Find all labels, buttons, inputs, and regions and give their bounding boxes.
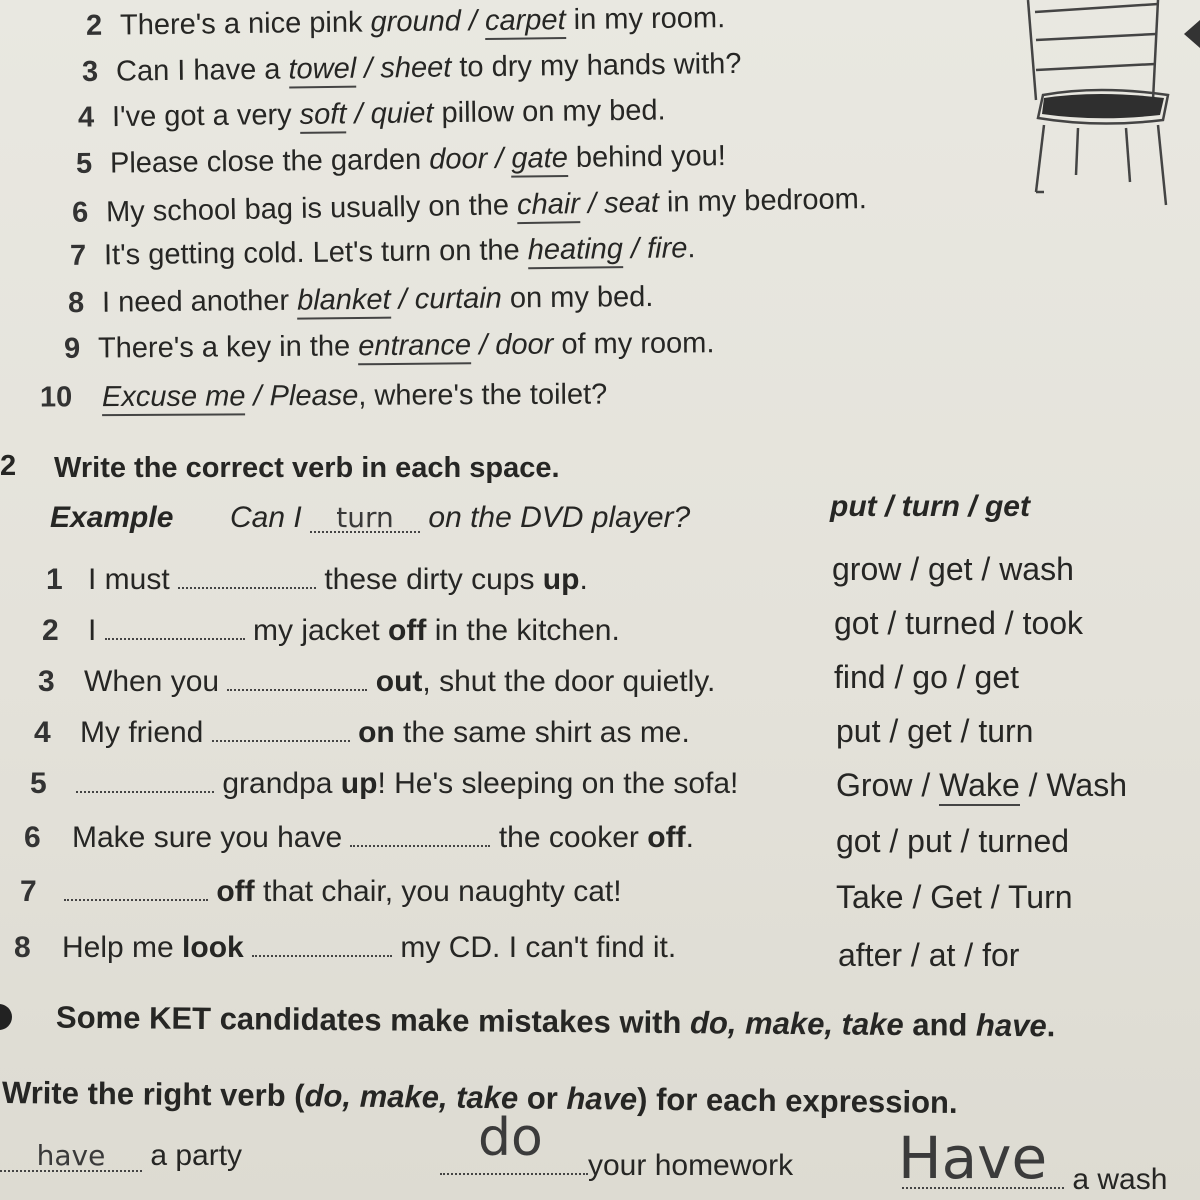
exercise-2-item-8: [14, 930, 676, 966]
sentence-text: Help me: [62, 931, 183, 964]
handwritten-answer[interactable]: do: [478, 1108, 543, 1168]
options-5: Grow / Wake / Wash: [836, 766, 1127, 804]
exercise-1-item-10: [40, 377, 607, 416]
particle: out: [375, 665, 423, 698]
options-4: put / get / turn: [836, 713, 1034, 749]
sentence-text: I: [88, 614, 105, 647]
answer-blank[interactable]: [64, 877, 208, 901]
exercise-3-intro: [56, 1000, 1056, 1045]
answer-blank[interactable]: [252, 933, 392, 957]
particle: off: [647, 821, 686, 854]
item-number: 9: [63, 332, 81, 365]
option-a-underlined: soft: [299, 98, 346, 134]
sentence-text: my jacket: [244, 614, 389, 647]
options-6: got / put / turned: [836, 823, 1070, 859]
option-a-underlined: towel: [288, 53, 356, 89]
exercise-1-item-6: [72, 181, 867, 231]
sentence-text: Can I: [230, 501, 311, 534]
sentence-text: grandpa: [214, 767, 341, 800]
expression-text: a party: [150, 1139, 243, 1172]
sentence-text: , where's the toilet?: [358, 378, 608, 412]
options-7: Take / Get / Turn: [836, 879, 1073, 915]
options-2: got / turned / took: [834, 605, 1084, 641]
options-3: find / go / get: [834, 659, 1020, 695]
item-number: 2: [42, 614, 59, 647]
example-label: Example: [50, 501, 174, 534]
exercise-2-item-3: [38, 664, 715, 700]
sentence-text: .: [685, 821, 694, 854]
sentence-text: Please close the garden: [109, 143, 430, 180]
item-number: 5: [30, 767, 47, 800]
sentence-text: My school bag is usually on the: [105, 189, 518, 229]
sentence-text: in my bedroom.: [658, 183, 868, 219]
sentence-text: in the kitchen.: [426, 614, 620, 647]
item-number: 3: [81, 55, 99, 89]
sentence-text: I must: [88, 563, 179, 596]
sentence-text: , shut the door quietly.: [422, 665, 716, 698]
particle: on: [358, 716, 395, 749]
answer-blank[interactable]: [227, 667, 367, 691]
particle: off: [216, 875, 255, 908]
item-number: 10: [39, 381, 73, 414]
option-separator: /: [470, 329, 496, 362]
answer-blank[interactable]: [105, 616, 245, 640]
option-separator: /: [487, 142, 512, 175]
sentence-text: I've got a very: [111, 98, 300, 134]
sentence-text: my CD. I can't find it.: [392, 931, 677, 964]
example-answer: turn: [310, 505, 420, 533]
answer-blank[interactable]: [902, 1165, 1064, 1189]
sentence-text: in my room.: [565, 2, 726, 37]
chair-illustration: [1008, 0, 1178, 225]
answer-blank[interactable]: [350, 823, 490, 847]
option-b: Please: [269, 379, 359, 413]
sentence-text: the same shirt as me.: [394, 716, 690, 749]
answer-blank[interactable]: [440, 1151, 588, 1175]
exercise-1-item-3: [82, 46, 742, 90]
exercise-1-item-9: [64, 325, 715, 367]
option-b: quiet: [370, 97, 434, 131]
option-separator: /: [460, 5, 486, 38]
sentence-text: pillow on my bed.: [433, 94, 666, 130]
option-b-underlined: gate: [511, 142, 568, 178]
intro-verbs: have: [975, 1007, 1047, 1044]
expression-1: [0, 1138, 242, 1174]
sentence-text: that chair, you naughty cat!: [254, 875, 622, 908]
sentence-text: ! He's sleeping on the sofa!: [377, 767, 739, 800]
sentence-text: these dirty cups: [316, 563, 543, 596]
options-1: grow / get / wash: [832, 551, 1074, 587]
sentence-text: Make sure you have: [72, 821, 351, 854]
exercise-3-marker: [0, 1004, 12, 1030]
item-number: 4: [34, 716, 51, 749]
expression-text: your homework: [588, 1149, 794, 1182]
options-8: after / at / for: [838, 937, 1020, 973]
option-b: curtain: [414, 282, 503, 316]
sentence-text: There's a nice pink: [119, 6, 371, 42]
option-a: door: [429, 142, 488, 176]
option-a-underlined: entrance: [358, 329, 471, 365]
exercise-2-number: 2: [0, 450, 17, 482]
instruction-verbs: have: [566, 1080, 638, 1117]
option-b: fire: [646, 232, 688, 265]
option-separator: /: [346, 98, 371, 131]
exercise-1-item-8: [68, 279, 654, 321]
expression-3: [902, 1162, 1167, 1198]
exercise-2-item-1: [46, 562, 588, 598]
sentence-text: behind you!: [567, 140, 727, 174]
instruction-text: or: [518, 1080, 567, 1116]
option-separator: /: [622, 232, 648, 266]
option-separator: /: [245, 380, 270, 413]
item-number: 8: [67, 286, 85, 320]
intro-verbs: do, make, take: [689, 1005, 904, 1043]
exercise-1-item-7: [70, 230, 696, 274]
handwritten-answer[interactable]: Have: [898, 1124, 1048, 1192]
answer-blank[interactable]: [178, 565, 316, 589]
sentence-text: There's a key in the: [97, 330, 359, 365]
item-number: 6: [24, 821, 41, 854]
expression-2: [440, 1148, 793, 1184]
particle: up: [340, 767, 378, 800]
sentence-text: the cooker: [490, 821, 648, 854]
sentence-text: [367, 665, 375, 698]
answer-blank[interactable]: [212, 718, 350, 742]
particle: up: [542, 563, 580, 596]
sentence-text: Can I have a: [115, 53, 289, 88]
sentence-text: [350, 716, 358, 749]
exercise-2-item-5: [30, 766, 738, 802]
option-separator: /: [356, 52, 381, 85]
answer-blank[interactable]: [76, 769, 214, 793]
instruction-text: Write the right verb (: [1, 1074, 305, 1114]
item-number: 1: [46, 563, 63, 596]
option-b: sheet: [380, 51, 452, 85]
option-b: door: [495, 328, 554, 362]
option-a-underlined: heating: [528, 233, 624, 269]
exercise-2-item-4: [34, 715, 690, 751]
sentence-text: on my bed.: [501, 280, 654, 315]
particle: off: [388, 614, 427, 647]
intro-text: Some KET candidates make mistakes with: [55, 999, 691, 1041]
option-separator: /: [390, 283, 415, 316]
option-a-underlined: Excuse me: [102, 380, 246, 416]
exercise-2-heading: Write the correct verb in each space.: [54, 452, 560, 484]
exercise-1-item-4: [78, 92, 666, 135]
sentence-text: of my room.: [553, 327, 715, 361]
item-number: 7: [69, 239, 87, 272]
handwritten-answer[interactable]: have: [0, 1142, 142, 1172]
sentence-text: I need another: [101, 284, 298, 319]
sentence-text: .: [579, 563, 588, 596]
option-b-underlined: carpet: [485, 4, 566, 40]
example-options: put / turn / get: [830, 490, 1030, 523]
exercise-2-item-6: [24, 820, 694, 856]
exercise-2-item-7: [20, 874, 622, 910]
option-a-underlined: chair: [517, 188, 580, 224]
option-separator: /: [579, 187, 605, 221]
option-a: ground: [370, 5, 462, 39]
arrow-icon: [1182, 20, 1200, 50]
sentence-text: It's getting cold. Let's turn on the: [103, 234, 528, 272]
item-number: 6: [71, 196, 89, 229]
item-number: 5: [75, 147, 93, 180]
item-number: 8: [14, 931, 31, 964]
intro-text: .: [1046, 1008, 1056, 1044]
exercise-1-item-2: [86, 0, 726, 44]
option-a-underlined: blanket: [297, 284, 391, 320]
sentence-text: .: [687, 232, 696, 265]
exercise-2-example: [50, 500, 690, 536]
phrasal-verb: look: [182, 931, 244, 964]
instruction-verbs: do, make, take: [304, 1078, 519, 1116]
sentence-text: My friend: [80, 716, 212, 749]
exercise-1-item-5: [76, 138, 726, 182]
sentence-text: on the DVD player?: [420, 501, 691, 534]
item-number: 7: [20, 875, 37, 908]
item-number: 3: [38, 665, 55, 698]
sentence-text: to dry my hands with?: [451, 47, 742, 84]
expression-text: a wash: [1072, 1163, 1168, 1196]
option-b: seat: [603, 186, 660, 220]
exercise-2-item-2: [42, 613, 620, 649]
instruction-text: ) for each expression.: [636, 1081, 958, 1121]
item-number: 4: [77, 101, 95, 134]
intro-text: and: [903, 1007, 977, 1043]
sentence-text: When you: [84, 665, 228, 698]
item-number: 2: [85, 9, 103, 42]
